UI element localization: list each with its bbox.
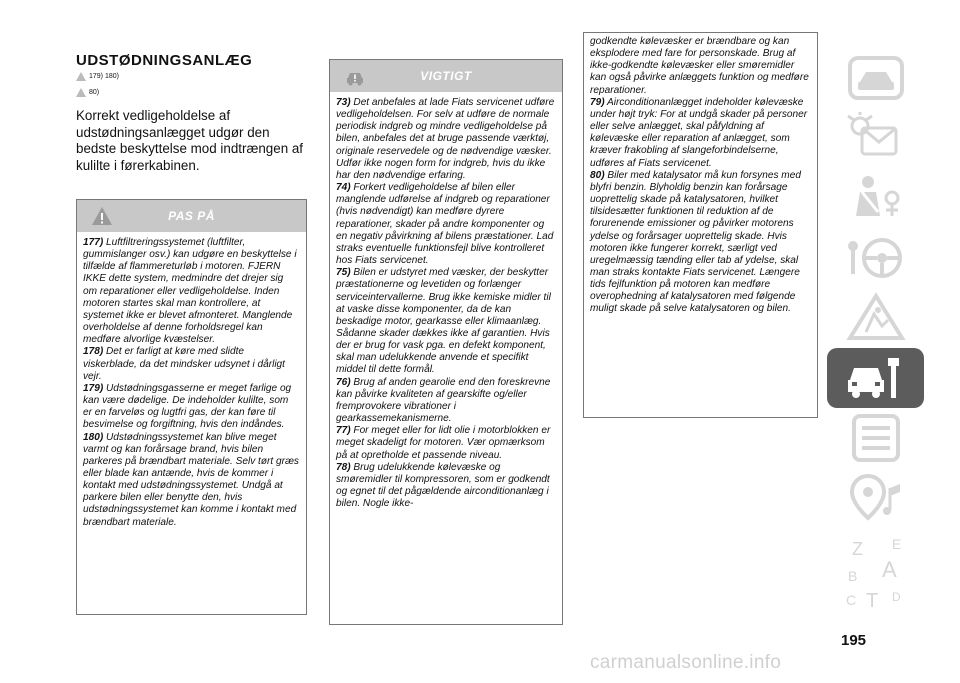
section-heading: UDSTØDNINGSANLÆG [76,52,253,69]
chapter-tab-technical-data[interactable] [827,408,924,468]
svg-text:E: E [891,536,901,552]
chapter-tab-dashboard[interactable] [827,48,924,108]
important-item: 74) Forkert vedligeholdelse af bilen eller manglende udførelse af indgreb og reparationer (hvis nødvendigt) kan medføre dyrere reparationer, skader på andre komponenter og en negativ påvirkning af bilens præstationer. Lad straks eventuelle funktionsfejl blive kontrolleret hos Fiats servicenet. [336,182,554,267]
caution-triangle-icon [76,88,86,97]
important-box-header [330,60,562,92]
seatbelt-person-icon [844,172,908,224]
svg-text:B: B [847,568,857,584]
important-item: 76) Brug af anden gearolie end den foreskrevne kan påvirke kvaliteten af gearskifte og/eller fremprovokere vibrationer i gearkassemekanismerne. [336,376,551,425]
important-item: 77) For meget eller for lidt olie i motorblokken er meget skadeligt for motoren. Vær opmærksom på at opretholde et passende niveau. [336,425,551,461]
warning-light-icon [844,112,908,164]
caution-reference-line [76,88,99,97]
warning-reference-line-1 [76,72,119,81]
important-box-title: VIGTIGT [420,69,472,83]
spec-sheet-icon [844,412,908,464]
intro-paragraph: Korrekt vedligeholdelse af udstødningsanlægget udgør den bedste beskyttelse mod indtrængen af kulilte i førerkabinen. [76,108,304,173]
warning-item: 180) Udstødningssystemet kan blive meget varmt og kan forårsage brand, hvis bilen parkeres på brændbart materiale. Selv tørt græs eller blade kan antænde, hvis de kommer i kontakt med udstødningssystemet. Undgå at parkere bilen eller benytte den, hvis udstødningssystemet kan komme i kontakt med brændbart materiale. [83,431,299,528]
road-warning-icon [844,292,908,344]
warning-reference-text: 179) 180) [89,73,119,80]
svg-text:Z: Z [851,539,863,559]
warning-item: 179) Udstødningsgasserne er meget farlige og kan være dødelige. De indeholder kulilte, som er en farveløs og lugtfri gas, der kan føre til besvimelse og forgiftning, hvis den indåndes. [83,382,292,431]
warning-item: 177) Luftfiltreringssystemet (luftfilter, gummislanger osv.) kan udgøre en beskyttelse i tilfælde af flammereturløb i motoren. FJERN IKKE dette system, medmindre det drejer sig om reparationer eller vedligeholdelse. Inden motoren startes skal man kontrollere, at systemet ikke er blevet afmonteret. Manglende overholdelse af denne forholdsregel kan medføre alvorlige kvæstelser. [83,237,297,346]
page-number: 195 [841,632,867,649]
continued-lead-text: godkendte kølevæsker er brændbare og kan eksplodere med fare for personskade. Brug af ikke-godkendte kølevæsker eller smøremidler kan også påvirke anlæggets funktion og medføre reparationer. [590,36,809,96]
media-navigation-icon [844,472,908,524]
chapter-tab-multimedia[interactable] [827,468,924,528]
svg-text:T: T [865,590,878,612]
steering-wheel-key-icon [844,232,908,284]
warning-box-title: PAS PÅ [168,209,215,223]
chapter-tab-index[interactable] [827,528,924,618]
svg-text:D: D [891,590,901,604]
alphabet-index-icon [844,533,908,613]
warning-box [76,199,307,615]
svg-text:A: A [881,557,897,582]
important-box-continued [583,32,818,418]
caution-reference-text: 80) [89,89,100,96]
car-dashboard-icon [844,52,908,104]
chapter-tab-emergency[interactable] [827,288,924,348]
warning-box-body [77,232,306,534]
important-box-continued-body [584,33,817,321]
important-item: 78) Brug udelukkende kølevæske og smøremidler til kompressoren, som er godkendt og egnet til det pågældende airconditionanlæg i bilen. Nogle ikke- [336,461,550,510]
important-item: 79) Airconditionanlægget indeholder kølevæske under højt tryk: For at undgå skader på personer eller selve anlægget, skal påfyldning af kølevæske eller reparation af anlægget, som kræver frakobling af slangeforbindelserne, udføres af Fiats servicenet. [590,96,808,169]
chapter-tab-warning-lights[interactable] [827,108,924,168]
important-box [329,59,563,625]
watermark: carmanualsonline.info [590,652,782,673]
car-wrench-icon [844,352,908,404]
important-item: 75) Bilen er udstyret med væsker, der beskytter præstationerne og levetiden og forlænger serviceintervallerne. Brug ikke kemiske midler til at vaske disse komponenter, da de kan beskadige motor, gearkasse eller klimaanlæg. Sådanne skader dækkes ikke af garantien. Hvis der er brug for vask pga. en defekt komponent, skal man udelukkende anvende et specifikt middel til dette formål. [336,267,551,376]
chapter-tab-safety[interactable] [827,168,924,228]
warning-item: 178) Det er farligt at køre med slidte viskerblade, da det mindsker udsynet i dårligt vejr. [83,346,285,382]
svg-text:C: C [845,592,856,608]
chapter-tab-maintenance[interactable] [827,348,924,408]
chapter-tab-driving[interactable] [827,228,924,288]
warning-triangle-icon [76,72,86,81]
warning-box-header [77,200,306,232]
important-item: 73) Det anbefales at lade Fiats servicenet udføre vedligeholdelsen. For selv at udføre de normale periodisk indgreb og mindre vedligeholdelse på bilen, anbefales det at bruge passende værktøj, originale reservedele og de nødvendige væsker. Udfør ikke nogen form for indgreb, hvis du ikke har den nødvendige erfaring. [336,97,555,181]
important-item: 80) Biler med katalysator må kun forsynes med blyfri benzin. Blyholdig benzin kan forårsage uoprettelig skade på katalysatoren, hvilket tilsidesætter funktionen til reduktion af de forurenende emissioner og påvirker motorens ydelse og forårsager uoprettelig skade. Hvis motoren ikke fungerer korrekt, særligt ved uregelmæssig tænding eller tab af ydelse, skal man straks kontakte Fiats servicenet. Længere tids fejlfunktion på motoren kan medføre overophedning af katalysatoren med følgende muligt skade på selve katalysatoren og bilen. [590,169,801,315]
important-box-body [330,92,562,515]
